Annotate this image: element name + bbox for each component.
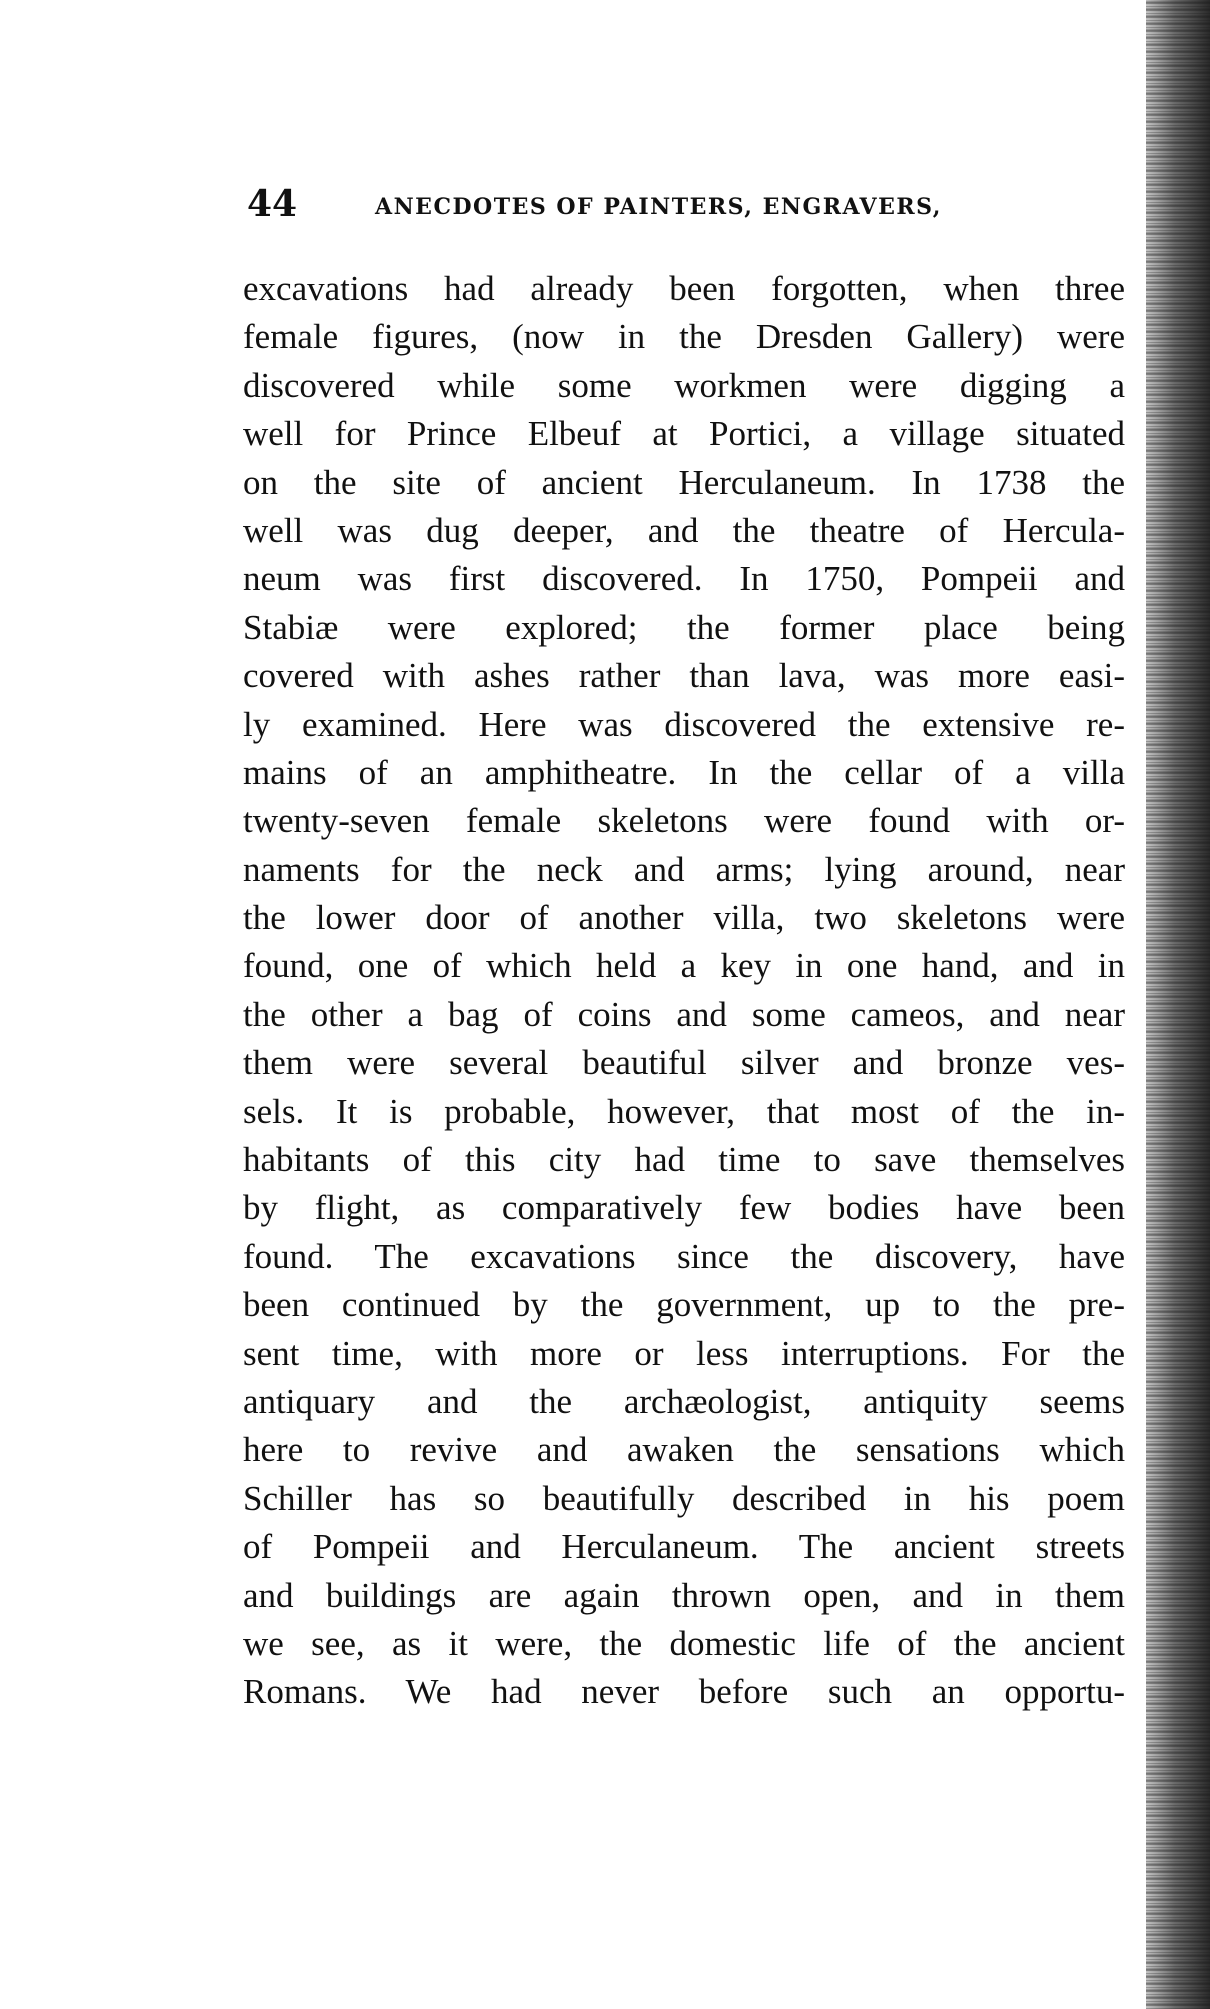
text-line: sels. It is probable, however, that most of the in- <box>243 1091 1125 1131</box>
text-line: naments for the neck and arms; lying around, near <box>243 849 1125 889</box>
body-text <box>243 265 1125 1717</box>
text-line: them were several beautiful silver and bronze ves- <box>243 1043 1125 1083</box>
text-line: the other a bag of coins and some cameos, and near <box>243 994 1125 1034</box>
text-line: Schiller has so beautifully described in his poem <box>243 1478 1125 1518</box>
text-line: ly examined. Here was discovered the extensive re- <box>243 704 1125 744</box>
text-line: female figures, (now in the Dresden Gallery) were <box>243 317 1125 357</box>
text-line: Romans. We had never before such an opportu- <box>243 1672 1125 1712</box>
text-line: well for Prince Elbeuf at Portici, a village situated <box>243 414 1125 454</box>
page-edge-shadow <box>1146 0 1210 2009</box>
text-line: sent time, with more or less interruptions. For the <box>243 1333 1125 1373</box>
text-line: we see, as it were, the domestic life of the ancient <box>243 1623 1125 1663</box>
text-line: twenty-seven female skeletons were found with or- <box>243 801 1125 841</box>
text-line: found, one of which held a key in one hand, and in <box>243 946 1125 986</box>
page-header <box>247 182 1107 232</box>
text-line: here to revive and awaken the sensations which <box>243 1430 1125 1470</box>
text-line: habitants of this city had time to save themselves <box>243 1140 1125 1180</box>
text-line: neum was first discovered. In 1750, Pompeii and <box>243 559 1125 599</box>
page-number: 44 <box>247 183 298 225</box>
text-line: the lower door of another villa, two skeletons were <box>243 898 1125 938</box>
running-head: ANECDOTES OF PAINTERS, ENGRAVERS, <box>375 194 942 220</box>
text-line: well was dug deeper, and the theatre of Hercula- <box>243 510 1125 550</box>
text-line: and buildings are again thrown open, and in them <box>243 1575 1125 1615</box>
text-line: mains of an amphitheatre. In the cellar of a villa <box>243 752 1125 792</box>
text-line: covered with ashes rather than lava, was more easi- <box>243 656 1125 696</box>
text-line: discovered while some workmen were digging a <box>243 365 1125 405</box>
text-line: on the site of ancient Herculaneum. In 1738 the <box>243 462 1125 502</box>
text-line: found. The excavations since the discovery, have <box>243 1236 1125 1276</box>
text-line: by flight, as comparatively few bodies have been <box>243 1188 1125 1228</box>
text-line: been continued by the government, up to the pre- <box>243 1285 1125 1325</box>
text-line: of Pompeii and Herculaneum. The ancient streets <box>243 1527 1125 1567</box>
text-line: Stabiæ were explored; the former place being <box>243 607 1125 647</box>
text-line: excavations had already been forgotten, when three <box>243 269 1125 308</box>
text-line: antiquary and the archæologist, antiquity seems <box>243 1381 1125 1421</box>
